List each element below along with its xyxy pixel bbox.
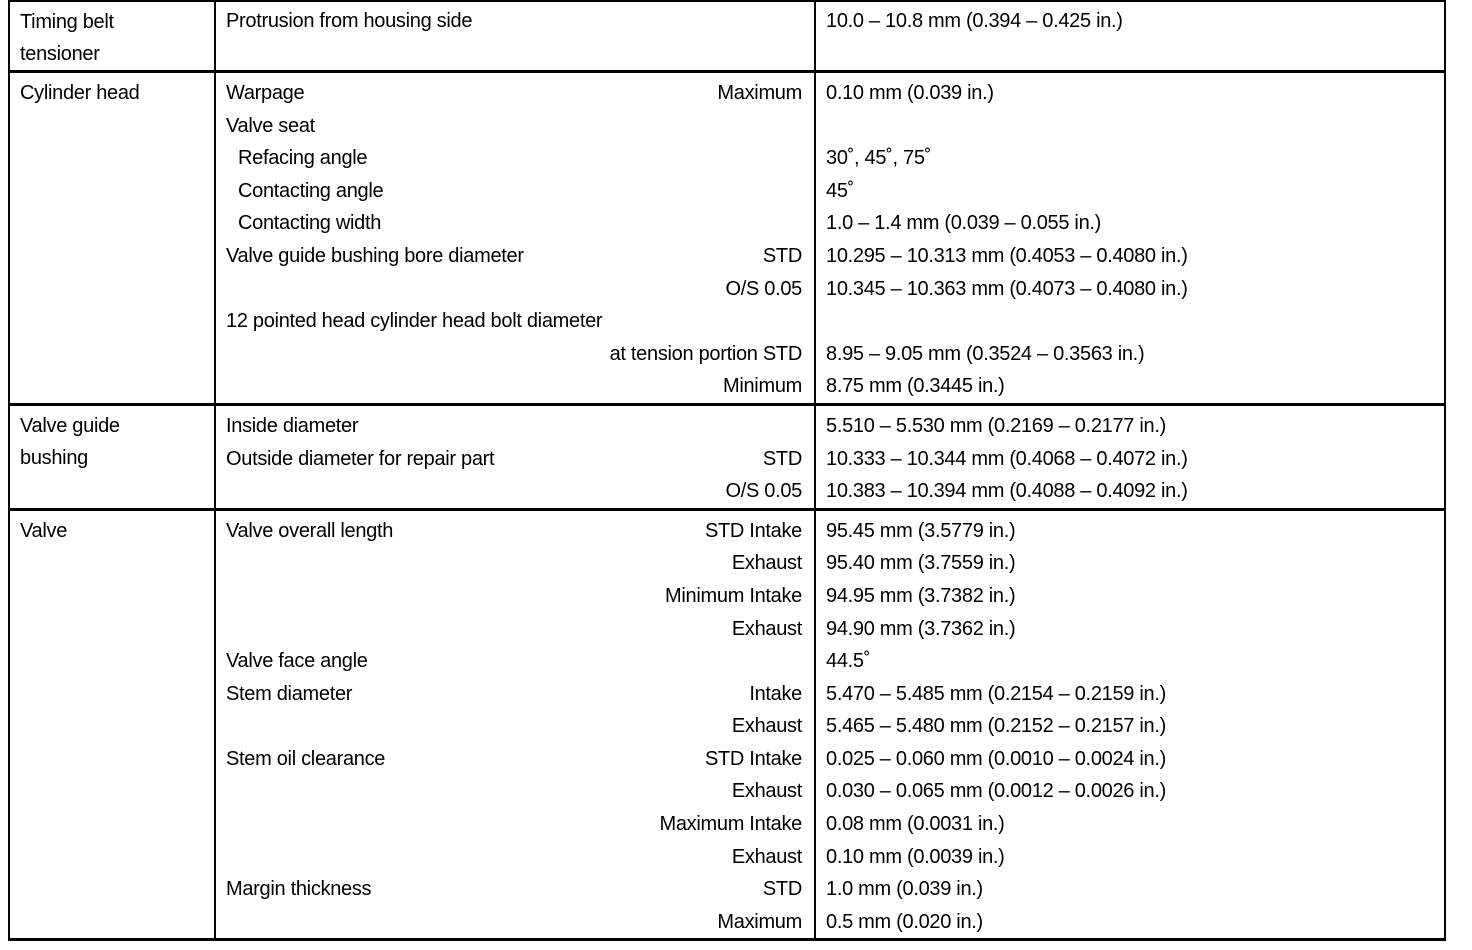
parameter-line bbox=[216, 515, 814, 548]
spec-value: 44.5˚ bbox=[826, 650, 871, 673]
parameter-line bbox=[216, 873, 814, 906]
spec-value: 94.95 mm (3.7382 in.) bbox=[826, 584, 1016, 607]
condition-label: Maximum bbox=[717, 910, 802, 933]
condition-label: Maximum bbox=[717, 82, 802, 104]
parameter-line bbox=[216, 110, 814, 143]
spec-value: 10.0 – 10.8 mm (0.394 – 0.425 in.) bbox=[826, 10, 1123, 32]
parameter-line bbox=[216, 906, 814, 939]
parameter-label: Warpage bbox=[226, 82, 305, 104]
category-label: bushing bbox=[20, 446, 88, 469]
parameter-label: Contacting angle bbox=[238, 179, 384, 202]
parameter-line bbox=[216, 547, 814, 580]
condition-label: STD bbox=[762, 878, 802, 901]
condition-label: Intake bbox=[749, 682, 802, 705]
parameter-line bbox=[216, 273, 814, 306]
spec-value: 8.75 mm (0.3445 in.) bbox=[826, 375, 1005, 398]
parameter-label: 12 pointed head cylinder head bolt diameter bbox=[226, 310, 603, 333]
category-label: Valve guide bbox=[20, 414, 120, 437]
parameter-line bbox=[216, 613, 814, 646]
condition-label: STD Intake bbox=[704, 519, 802, 542]
category-cell bbox=[9, 72, 215, 405]
category-cell bbox=[9, 509, 215, 940]
condition-label: STD Intake bbox=[704, 747, 802, 770]
spec-value: 30˚, 45˚, 75˚ bbox=[826, 147, 932, 170]
condition-label: O/S 0.05 bbox=[725, 480, 802, 503]
value-cell bbox=[815, 72, 1445, 405]
category-label: Cylinder head bbox=[20, 82, 140, 104]
parameter-line bbox=[216, 475, 814, 508]
spec-value: 94.90 mm (3.7362 in.) bbox=[826, 617, 1016, 640]
category-label: Valve bbox=[20, 519, 68, 542]
specification-table bbox=[8, 0, 1446, 941]
parameter-line bbox=[216, 207, 814, 240]
value-cell bbox=[815, 404, 1445, 509]
condition-label: O/S 0.05 bbox=[725, 277, 802, 300]
condition-label: Exhaust bbox=[731, 715, 802, 738]
parameter-line bbox=[216, 175, 814, 208]
spec-value: 10.345 – 10.363 mm (0.4073 – 0.4080 in.) bbox=[826, 277, 1188, 300]
spec-value: 95.45 mm (3.5779 in.) bbox=[826, 519, 1016, 542]
spec-value: 95.40 mm (3.7559 in.) bbox=[826, 552, 1016, 575]
parameter-cell bbox=[215, 72, 815, 405]
parameter-line bbox=[216, 841, 814, 874]
spec-value: 1.0 – 1.4 mm (0.039 – 0.055 in.) bbox=[826, 212, 1102, 235]
parameter-line bbox=[216, 710, 814, 743]
parameter-line bbox=[216, 240, 814, 273]
category-cell bbox=[9, 1, 215, 72]
parameter-line bbox=[216, 743, 814, 776]
parameter-cell bbox=[215, 404, 815, 509]
parameter-line bbox=[216, 305, 814, 338]
spec-value: 0.5 mm (0.020 in.) bbox=[826, 910, 983, 933]
spec-value: 0.10 mm (0.0039 in.) bbox=[826, 845, 1005, 868]
value-cell bbox=[815, 1, 1445, 72]
parameter-line bbox=[216, 6, 814, 36]
spec-value: 10.295 – 10.313 mm (0.4053 – 0.4080 in.) bbox=[826, 244, 1188, 267]
condition-label: at tension portion STD bbox=[609, 342, 802, 365]
parameter-line bbox=[216, 410, 814, 443]
section-row bbox=[9, 509, 1445, 940]
category-label: Timing belt bbox=[20, 11, 114, 33]
condition-label: Minimum Intake bbox=[665, 584, 802, 607]
spec-value: 0.025 – 0.060 mm (0.0010 – 0.0024 in.) bbox=[826, 747, 1166, 770]
parameter-cell bbox=[215, 509, 815, 940]
section-row bbox=[9, 1, 1445, 72]
condition-label: Minimum bbox=[722, 375, 802, 398]
parameter-line bbox=[216, 443, 814, 476]
spec-value bbox=[816, 305, 1444, 338]
parameter-line bbox=[216, 678, 814, 711]
spec-value: 10.383 – 10.394 mm (0.4088 – 0.4092 in.) bbox=[826, 480, 1188, 503]
parameter-line bbox=[216, 36, 814, 66]
parameter-label: Stem oil clearance bbox=[226, 747, 386, 770]
condition-label: Maximum Intake bbox=[659, 813, 802, 836]
spec-value: 0.10 mm (0.039 in.) bbox=[826, 82, 994, 104]
parameter-line bbox=[216, 338, 814, 371]
spec-value bbox=[816, 36, 1444, 66]
condition-label: Exhaust bbox=[731, 552, 802, 575]
condition-label: Exhaust bbox=[731, 780, 802, 803]
parameter-label: Inside diameter bbox=[226, 414, 359, 437]
spec-value: 45˚ bbox=[826, 179, 855, 202]
parameter-line bbox=[216, 775, 814, 808]
section-row bbox=[9, 404, 1445, 509]
parameter-cell bbox=[215, 1, 815, 72]
spec-value: 5.470 – 5.485 mm (0.2154 – 0.2159 in.) bbox=[826, 682, 1166, 705]
parameter-label: Valve guide bushing bore diameter bbox=[226, 244, 524, 267]
spec-value: 1.0 mm (0.039 in.) bbox=[826, 878, 983, 901]
parameter-line bbox=[216, 142, 814, 175]
parameter-label: Margin thickness bbox=[226, 878, 372, 901]
parameter-label: Stem diameter bbox=[226, 682, 353, 705]
value-cell bbox=[815, 509, 1445, 940]
parameter-label: Valve seat bbox=[226, 114, 315, 137]
category-cell bbox=[9, 404, 215, 509]
section-row bbox=[9, 72, 1445, 405]
parameter-label: Valve face angle bbox=[226, 650, 368, 673]
spec-value: 0.08 mm (0.0031 in.) bbox=[826, 813, 1005, 836]
spec-value: 10.333 – 10.344 mm (0.4068 – 0.4072 in.) bbox=[826, 447, 1188, 470]
condition-label: Exhaust bbox=[731, 845, 802, 868]
parameter-line bbox=[216, 370, 814, 403]
parameter-line bbox=[216, 77, 814, 110]
spec-value: 8.95 – 9.05 mm (0.3524 – 0.3563 in.) bbox=[826, 342, 1145, 365]
parameter-line bbox=[216, 808, 814, 841]
parameter-label: Refacing angle bbox=[238, 147, 368, 170]
parameter-line bbox=[216, 580, 814, 613]
specification-table-body bbox=[9, 1, 1445, 940]
category-label: tensioner bbox=[20, 43, 100, 65]
parameter-line bbox=[216, 645, 814, 678]
condition-label: STD bbox=[762, 447, 802, 470]
spec-value: 0.030 – 0.065 mm (0.0012 – 0.0026 in.) bbox=[826, 780, 1166, 803]
parameter-label: Valve overall length bbox=[226, 519, 394, 542]
condition-label: Exhaust bbox=[731, 617, 802, 640]
spec-value: 5.510 – 5.530 mm (0.2169 – 0.2177 in.) bbox=[826, 414, 1166, 437]
spec-value bbox=[816, 110, 1444, 143]
parameter-label: Protrusion from housing side bbox=[226, 10, 473, 32]
condition-label: STD bbox=[762, 244, 802, 267]
spec-value: 5.465 – 5.480 mm (0.2152 – 0.2157 in.) bbox=[826, 715, 1166, 738]
parameter-label: Contacting width bbox=[238, 212, 382, 235]
parameter-label: Outside diameter for repair part bbox=[226, 447, 495, 470]
